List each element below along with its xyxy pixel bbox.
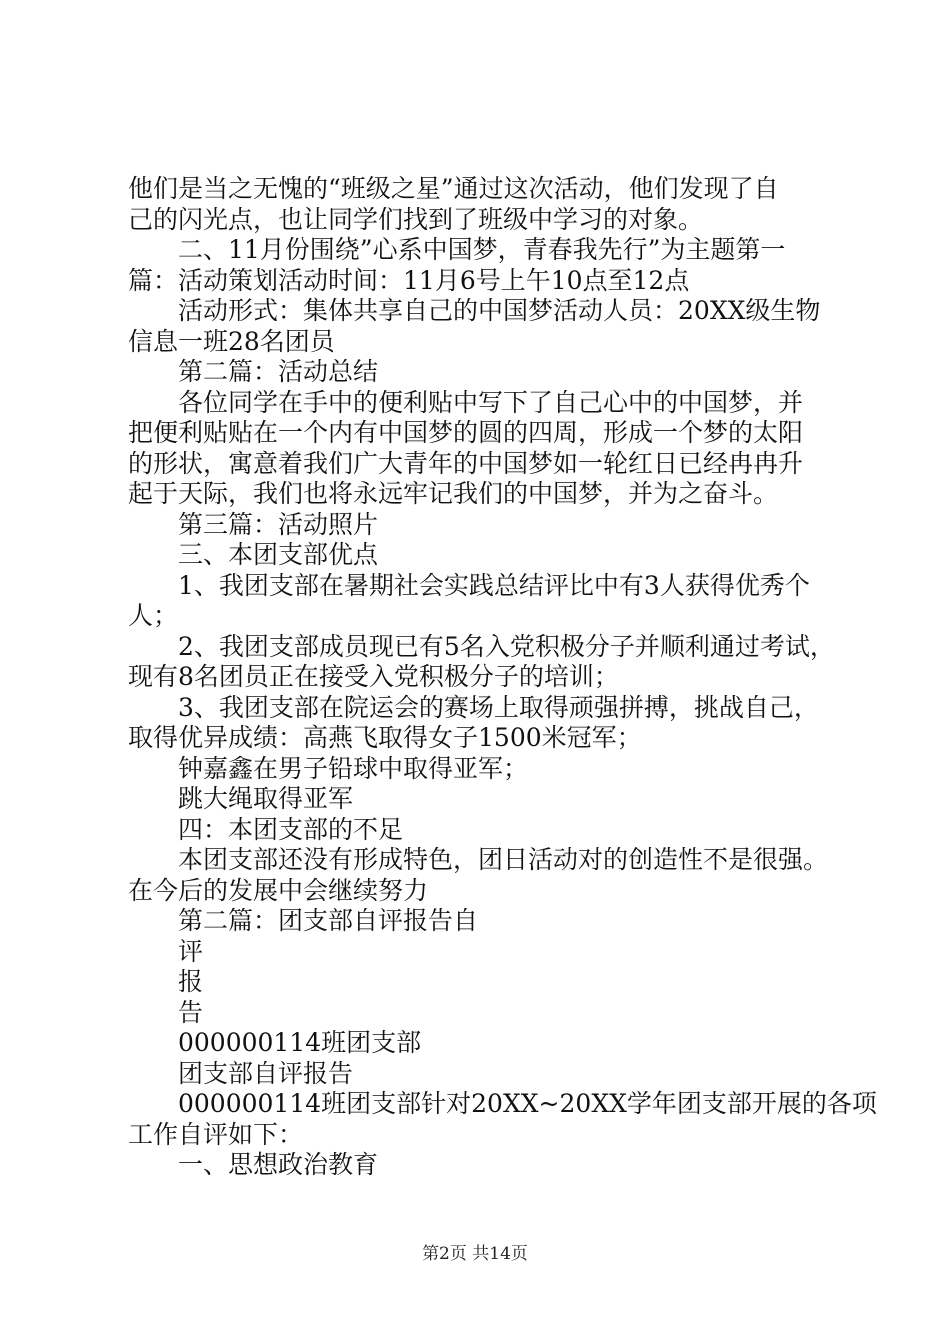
paragraph-line: 取得优异成绩：高燕飞取得女子1500米冠军； — [128, 723, 642, 752]
paragraph-line: 一、思想政治教育 — [178, 1150, 379, 1179]
paragraph-line: 报 — [178, 967, 204, 996]
paragraph-line: 第二篇：团支部自评报告自 — [178, 906, 479, 935]
paragraph-line: 信息一班28名团员 — [128, 326, 335, 356]
paragraph-line: 000000114班团支部针对20XX~20XX学年团支部开展的各项 — [178, 1089, 877, 1118]
paragraph-line: 活动形式：集体共享自己的中国梦活动人员：20XX级生物 — [178, 296, 821, 325]
paragraph-line: 1、我团支部在暑期社会实践总结评比中有3人获得优秀个 — [178, 570, 810, 600]
paragraph-line: 钟嘉鑫在男子铅球中取得亚军； — [178, 753, 529, 783]
paragraph-line: 各位同学在手中的便利贴中写下了自己心中的中国梦，并 — [178, 387, 804, 417]
paragraph-line: 本团支部还没有形成特色，团日活动对的创造性不是很强。 — [178, 845, 829, 874]
paragraph-line: 工作自评如下： — [128, 1119, 304, 1149]
paragraph-line: 第三篇：活动照片 — [178, 509, 379, 539]
paragraph-line: 在今后的发展中会继续努力 — [128, 875, 429, 905]
paragraph-line: 跳大绳取得亚军 — [178, 784, 354, 813]
paragraph-line: 告 — [178, 997, 204, 1027]
document-body — [128, 174, 877, 1181]
paragraph-line: 三、本团支部优点 — [178, 540, 379, 569]
page-footer: 第2页 共14页 — [422, 1244, 528, 1264]
paragraph-line: 3、我团支部在院运会的赛场上取得顽强拼搏，挑战自己， — [178, 692, 819, 722]
paragraph-line: 己的闪光点，也让同学们找到了班级中学习的对象。 — [128, 204, 704, 234]
paragraph-line: 把便利贴贴在一个内有中国梦的圆的四周，形成一个梦的太阳 — [128, 418, 804, 447]
paragraph-line: 篇：活动策划活动时间：11月6号上午10点至12点 — [128, 265, 690, 295]
paragraph-line: 评 — [178, 936, 204, 966]
paragraph-line: 2、我团支部成员现已有5名入党积极分子并顺利通过考试， — [178, 631, 835, 661]
paragraph-line: 四：本团支部的不足 — [178, 814, 404, 844]
paragraph-line: 000000114班团支部 — [178, 1028, 422, 1057]
paragraph-line: 二、11月份围绕”心系中国梦，青春我先行”为主题第一 — [178, 235, 786, 264]
paragraph-line: 的形状，寓意着我们广大青年的中国梦如一轮红日已经冉冉升 — [128, 448, 804, 478]
paragraph-line: 他们是当之无愧的“班级之星”通过这次活动，他们发现了自 — [128, 174, 779, 203]
paragraph-line: 现有8名团员正在接受入党积极分子的培训； — [128, 662, 619, 691]
paragraph-line: 团支部自评报告 — [178, 1058, 354, 1088]
paragraph-line: 第二篇：活动总结 — [178, 357, 379, 386]
paragraph-line: 人； — [128, 601, 179, 630]
paragraph-line: 起于天际，我们也将永远牢记我们的中国梦，并为之奋斗。 — [128, 479, 779, 508]
